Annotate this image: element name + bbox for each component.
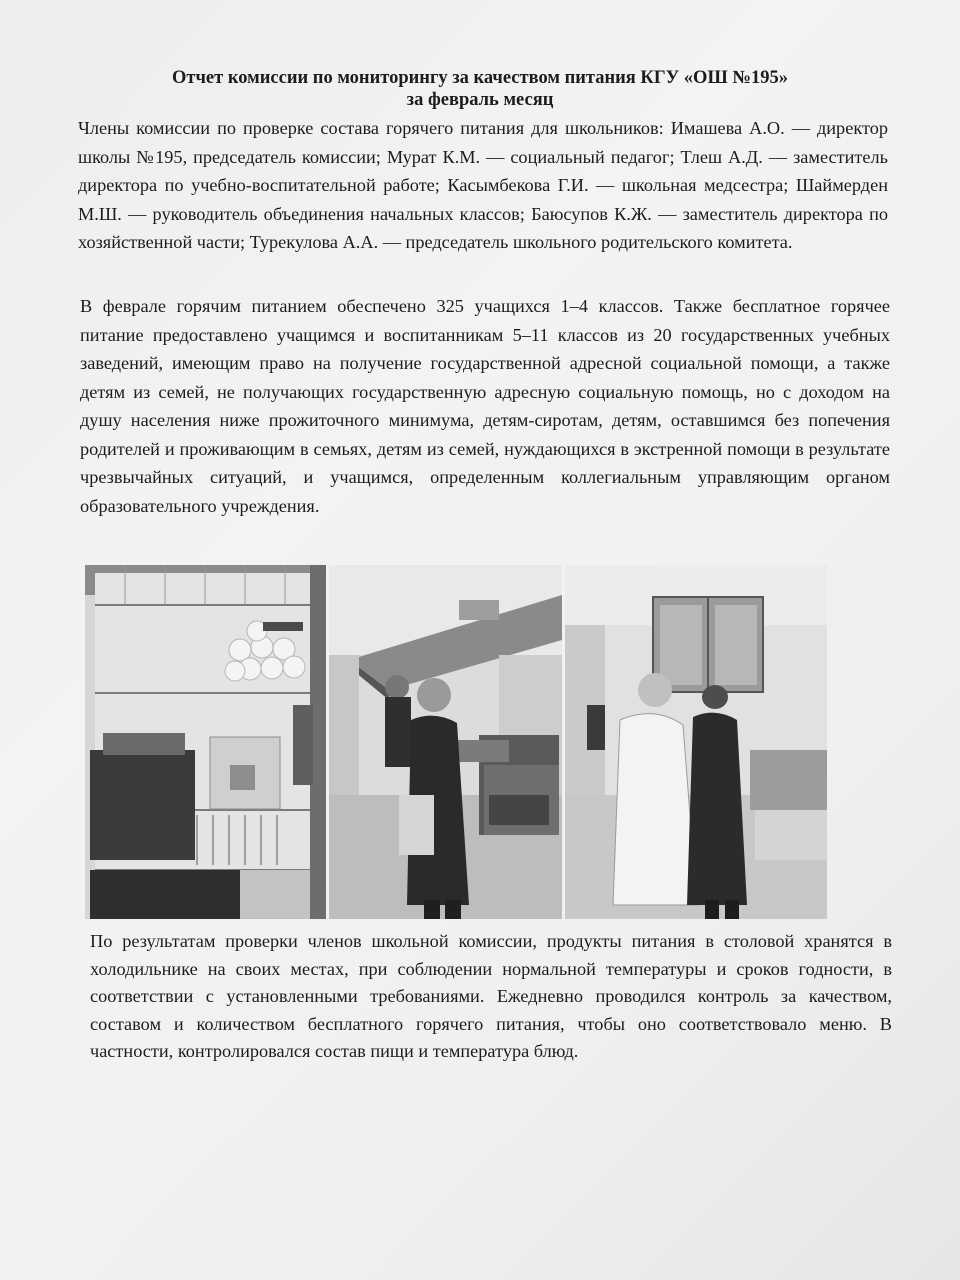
commission-members-paragraph: Члены комиссии по проверке состава горячего питания для школьников: Имашева А.О. — директор школы №195, председатель комиссии; Мурат К.М. — социальный педагог; Тлеш А.Д. — заместитель директора по учебно-воспитательной работе; Касымбекова Г.И. — школьная медсестра; Шаймерден М.Ш. — руководитель объединения начальных классов; Баюсупов К.Ж. — заместитель директора по хозяйственной части; Турекулова А.А. — председатель школьного родительского комитета. — [78, 118, 888, 252]
report-subtitle: за февраль месяц — [406, 90, 554, 110]
kitchen-sink-image — [565, 565, 827, 919]
hot-meals-coverage-paragraph: В феврале горячим питанием обеспечено 325 учащихся 1–4 классов. Также бесплатное горячее питание предоставлено учащимся и воспитанникам 5–11 классов из 20 государственных учебных заведений, имеющим право на получение государственной адресной социальной помощи, а также детям из семей, не получающих государственную адресную социальную помощь, но с доходом на душу населения ниже прожиточного минимума, детям-сиротам, детям, оставшимся без попечения родителей и проживающим в семьях, детям из семей, нуждающихся в экстренной помощи в результате чрезвычайных ситуаций, и учащимся, определенным коллегиальным управляющим органом образовательного учреждения. — [80, 296, 890, 516]
photo-kitchen-sink — [565, 565, 827, 919]
report-title: Отчет комиссии по мониторингу за качеством питания КГУ «ОШ №195» — [172, 68, 788, 88]
photo-strip — [85, 565, 827, 919]
photo-kitchen-stove — [329, 565, 562, 919]
refrigerator-image — [85, 565, 326, 919]
kitchen-stove-image — [329, 565, 562, 919]
inspection-results-paragraph: По результатам проверки членов школьной комиссии, продукты питания в столовой хранятся в холодильнике на своих местах, при соблюдении нормальной температуры и сроков годности, в соответствии с установленными требованиями. Ежедневно проводился контроль за качеством, составом и количеством бесплатного горячего питания, чтобы оно соответствовало меню. В частности, контролировался состав пищи и температура блюд. — [90, 931, 892, 1061]
photo-refrigerator — [85, 565, 326, 919]
